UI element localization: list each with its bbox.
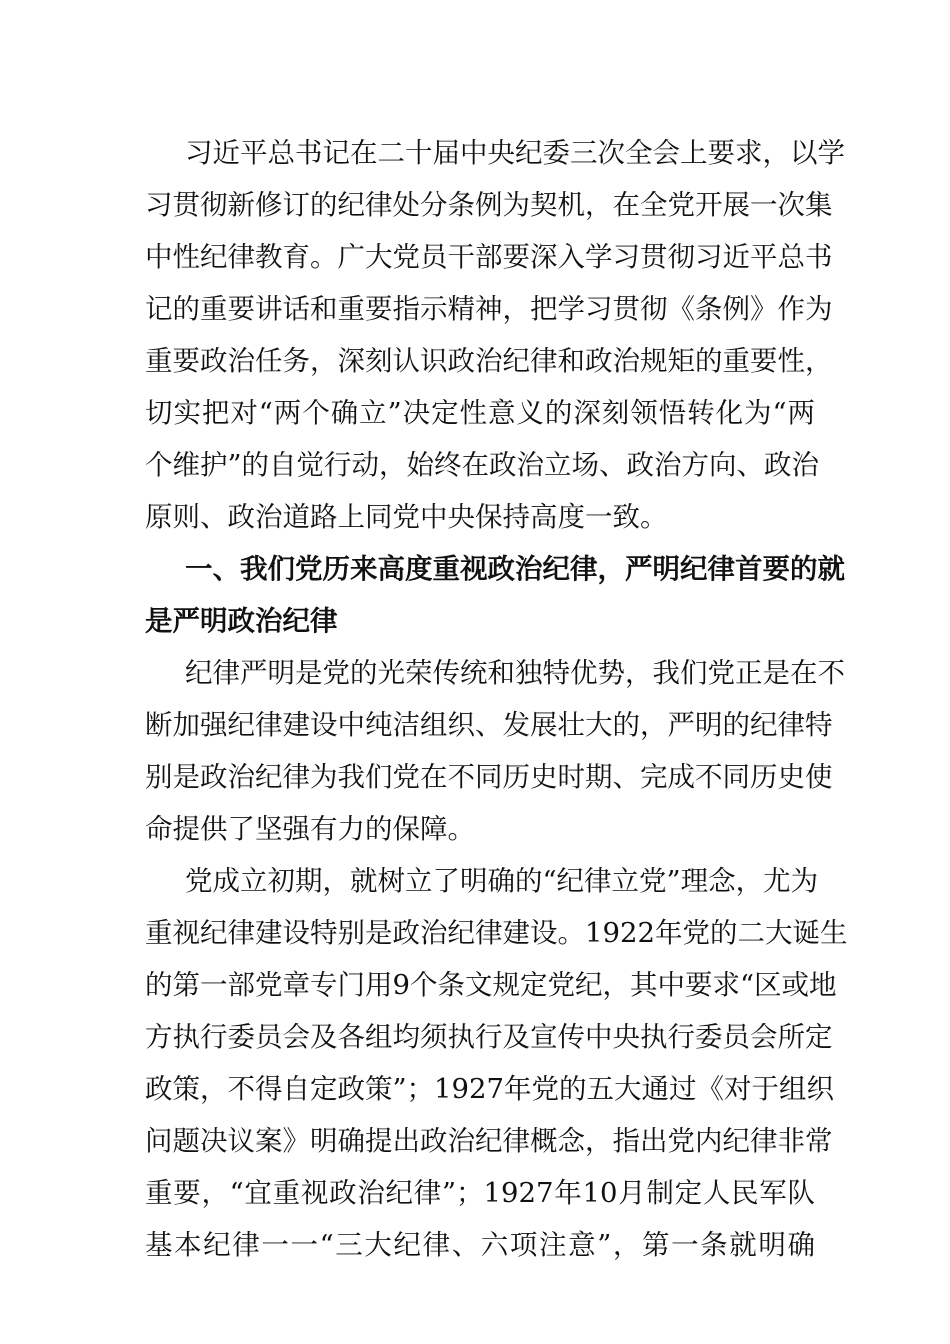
text-line: 切实把对“两个确立”决定性意义的深刻领悟转化为“两 — [145, 397, 815, 429]
text-line: 重视纪律建设特别是政治纪律建设。1922年党的二大诞生 — [145, 917, 848, 949]
text-line: 方执行委员会及各组均须执行及宣传中央执行委员会所定 — [145, 1021, 833, 1053]
paragraph-discipline — [145, 647, 845, 855]
text-line: 问题决议案》明确提出政治纪律概念，指出党内纪律非常 — [145, 1125, 833, 1157]
text-line: 基本纪律一一“三大纪律、六项注意”，第一条就明确 — [145, 1229, 815, 1261]
text-line: 中性纪律教育。广大党员干部要深入学习贯彻习近平总书 — [145, 241, 833, 273]
text-line: 记的重要讲话和重要指示精神，把学习贯彻《条例》作为 — [145, 293, 833, 325]
text-line: 党成立初期，就树立了明确的“纪律立党”理念，尤为 — [185, 865, 819, 897]
text-line: 纪律严明是党的光荣传统和独特优势，我们党正是在不 — [185, 657, 845, 689]
text-line: 个维护”的自觉行动，始终在政治立场、政治方向、政治 — [145, 449, 820, 481]
text-line: 重要，“宜重视政治纪律”；1927年10月制定人民军队 — [145, 1177, 815, 1209]
body-text — [145, 127, 848, 1271]
text-line: 习近平总书记在二十届中央纪委三次全会上要求，以学 — [185, 137, 845, 169]
heading-line: 是严明政治纪律 — [145, 605, 338, 637]
text-line: 命提供了坚强有力的保障。 — [145, 813, 475, 845]
paragraph-history — [145, 855, 848, 1271]
heading-line: 一、我们党历来高度重视政治纪律，严明纪律首要的就 — [185, 553, 845, 585]
text-line: 政策，不得自定政策”；1927年党的五大通过《对于组织 — [145, 1073, 835, 1105]
text-line: 的第一部党章专门用9个条文规定党纪，其中要求“区或地 — [145, 969, 837, 1001]
text-line: 断加强纪律建设中纯洁组织、发展壮大的，严明的纪律特 — [145, 709, 833, 741]
text-line: 原则、政治道路上同党中央保持高度一致。 — [145, 501, 668, 533]
paragraph-intro — [145, 127, 845, 543]
text-line: 重要政治任务，深刻认识政治纪律和政治规矩的重要性， — [145, 345, 833, 377]
section-heading — [145, 543, 845, 647]
text-line: 习贯彻新修订的纪律处分条例为契机，在全党开展一次集 — [145, 189, 833, 221]
text-line: 别是政治纪律为我们党在不同历史时期、完成不同历史使 — [145, 761, 833, 793]
